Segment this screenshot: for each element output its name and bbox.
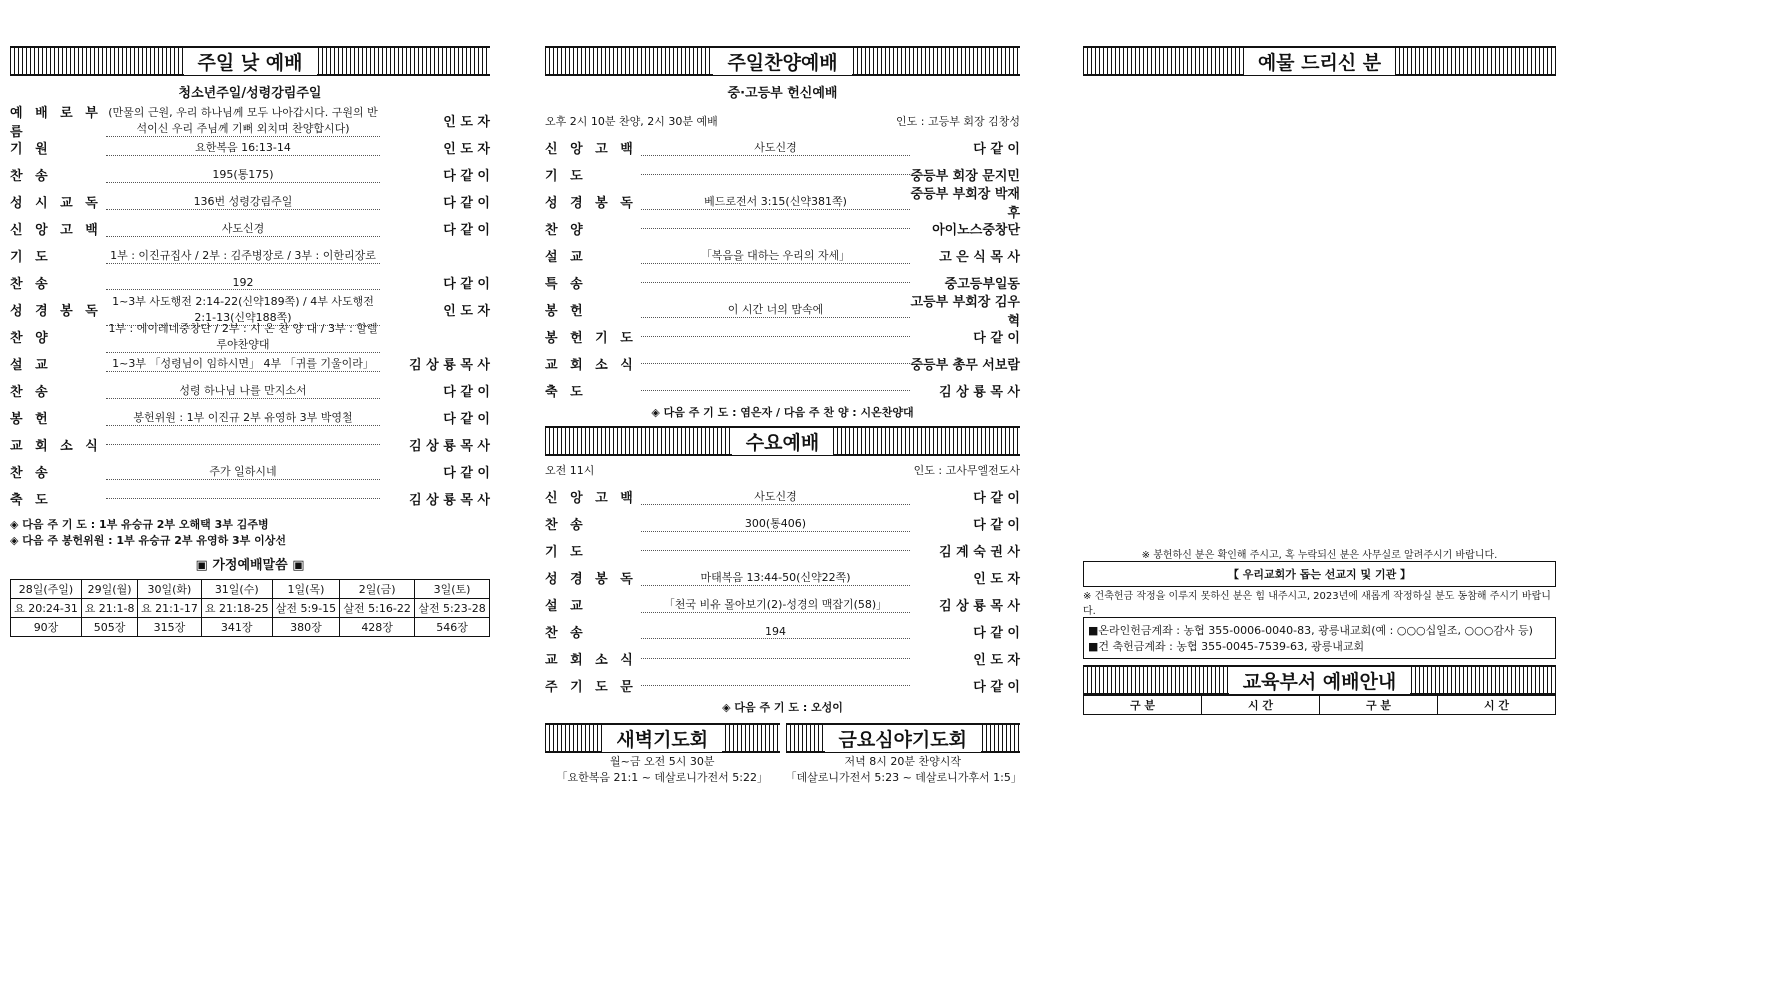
- offering-names-area: [1083, 76, 1556, 546]
- praise-next: ◈ 다음 주 기 도 : 염은자 / 다음 주 찬 양 : 시온찬양대: [651, 406, 914, 419]
- sunday-row: [10, 458, 490, 485]
- praise-row: [545, 294, 1020, 329]
- sunday-row: [10, 242, 490, 269]
- row-leader: 다 같 이: [973, 518, 1020, 533]
- friday-text: 「데살로니가전서 5:23 ~ 데살로니가후서 1:5」: [785, 771, 1022, 784]
- row-label: 찬 송: [545, 518, 587, 533]
- praise-row: [545, 323, 1020, 350]
- family-cell: 380장: [272, 618, 339, 637]
- row-detail: 성령 하나님 나를 만지소서: [106, 382, 380, 399]
- edu-title: 교육부서 예배안내: [1083, 665, 1556, 695]
- family-cell: 요 21:18-25: [201, 599, 272, 618]
- wed-row: [545, 510, 1020, 537]
- wed-row: [545, 645, 1020, 672]
- family-cell: 요 21:1-8: [82, 599, 138, 618]
- family-cell: 28일(주일): [11, 580, 82, 599]
- sunday-row: [10, 431, 490, 458]
- dawn-text: 「요한복음 21:1 ~ 데살로니가전서 5:22」: [556, 771, 768, 784]
- row-detail: 136번 성령강림주일: [106, 193, 380, 210]
- row-detail: 마태복음 13:44-50(신약22쪽): [641, 569, 910, 586]
- family-cell: 546장: [415, 618, 490, 637]
- family-cell: 살전 5:9-15: [272, 599, 339, 618]
- row-leader: 고 은 식 목 사: [939, 250, 1020, 265]
- row-leader: 김 상 룡 목 사: [409, 358, 490, 373]
- sunday-row: [10, 350, 490, 377]
- row-detail: 192: [106, 276, 380, 290]
- row-label: 신 앙 고 백: [545, 491, 637, 506]
- row-label: 축 도: [10, 493, 52, 508]
- wed-row: [545, 591, 1020, 618]
- row-label: 기 원: [10, 142, 52, 157]
- row-detail: [641, 174, 910, 175]
- row-leader: 다 같 이: [443, 277, 490, 292]
- row-leader: 중등부 총무 서보람: [910, 358, 1020, 373]
- family-cell: 341장: [201, 618, 272, 637]
- family-cell: 428장: [340, 618, 415, 637]
- row-detail: [641, 658, 910, 659]
- row-detail: [641, 282, 910, 283]
- row-detail: 「천국 비유 몰아보기(2)-성경의 맥잡기(58)」: [641, 596, 910, 613]
- row-label: 성 경 봉 독: [10, 304, 102, 319]
- row-detail: 1~3부 「성령님이 임하시면」 4부 「귀를 기울이라」: [106, 355, 380, 372]
- edu-header: 시 간: [1438, 696, 1556, 715]
- row-leader: 아이노스중창단: [932, 223, 1020, 238]
- row-detail: [106, 498, 380, 499]
- family-cell: 3일(토): [415, 580, 490, 599]
- account-building: ■건 축헌금계좌 : 농협 355-0045-7539-63, 광릉내교회: [1088, 640, 1365, 653]
- wed-time: 오전 11시: [545, 463, 595, 477]
- sunday-row: [10, 161, 490, 188]
- praise-service-column: [545, 46, 1020, 785]
- row-leader: 다 같 이: [443, 385, 490, 400]
- row-detail: 주가 일하시네: [106, 463, 380, 480]
- wed-row: [545, 483, 1020, 510]
- row-label: 설 교: [10, 358, 52, 373]
- family-cell: 505장: [82, 618, 138, 637]
- wed-title: 수요예배: [545, 426, 1020, 456]
- row-label: 봉 헌: [545, 304, 587, 319]
- dawn-time: 월~금 오전 5시 30분: [610, 755, 715, 768]
- row-detail: 사도신경: [641, 139, 910, 156]
- row-detail: 194: [641, 625, 910, 639]
- row-label: 찬 양: [10, 331, 52, 346]
- sunday-row: [10, 404, 490, 431]
- family-cell: 요 21:1-17: [138, 599, 202, 618]
- wed-row: [545, 672, 1020, 699]
- dawn-title: 새벽기도회: [545, 723, 780, 753]
- row-leader: 인 도 자: [443, 304, 490, 319]
- edu-header: 구 분: [1084, 696, 1202, 715]
- row-detail: 봉헌위원 : 1부 이진규 2부 유영하 3부 박영철: [106, 409, 380, 426]
- family-cell: 90장: [11, 618, 82, 637]
- row-detail: (만물의 근원, 우리 하나님께 모두 나아갑시다. 구원의 반석이신 우리 주님께 기뻐 외치며 찬양합시다): [106, 104, 380, 137]
- row-label: 교 회 소 식: [545, 653, 637, 668]
- row-label: 찬 송: [10, 277, 52, 292]
- row-label: 교 회 소 식: [10, 439, 102, 454]
- row-detail: [641, 228, 910, 229]
- sunday-row: [10, 134, 490, 161]
- sunday-row: [10, 269, 490, 296]
- row-leader: 다 같 이: [443, 169, 490, 184]
- row-leader: 김 상 룡 목 사: [409, 439, 490, 454]
- row-leader: 김 상 룡 목 사: [939, 599, 1020, 614]
- row-label: 교 회 소 식: [545, 358, 637, 373]
- row-leader: 김 상 룡 목 사: [409, 493, 490, 508]
- row-label: 예 배 로 부 름: [10, 105, 102, 140]
- row-detail: [106, 444, 380, 445]
- row-leader: 다 같 이: [443, 223, 490, 238]
- row-leader: 인 도 자: [973, 653, 1020, 668]
- sunday-row: [10, 105, 490, 140]
- row-label: 성 경 봉 독: [545, 196, 637, 211]
- row-detail: 사도신경: [641, 488, 910, 505]
- row-detail: [641, 363, 910, 364]
- row-leader: 인 도 자: [443, 142, 490, 157]
- wed-next: ◈ 다음 주 기 도 : 오성이: [722, 701, 843, 714]
- row-detail: 195(통175): [106, 166, 380, 183]
- row-leader: 김 계 숙 권 사: [939, 545, 1020, 560]
- row-leader: 다 같 이: [973, 142, 1020, 157]
- row-leader: 다 같 이: [443, 196, 490, 211]
- row-detail: 베드로전서 3:15(신약381쪽): [641, 193, 910, 210]
- row-detail: 1부 : 에이레네중창단 / 2부 : 시 온 찬 양 대 / 3부 : 할렐루야찬양대: [106, 320, 380, 353]
- family-cell: 29일(월): [82, 580, 138, 599]
- family-cell: 살전 5:16-22: [340, 599, 415, 618]
- wed-rows: [545, 483, 1020, 699]
- friday-time: 저녁 8시 20분 찬양시작: [844, 755, 961, 768]
- row-label: 축 도: [545, 385, 587, 400]
- wed-row: [545, 537, 1020, 564]
- wed-row: [545, 564, 1020, 591]
- sunday-row: [10, 377, 490, 404]
- row-leader: 다 같 이: [973, 331, 1020, 346]
- family-cell: 315장: [138, 618, 202, 637]
- account-online: ■온라인헌금계좌 : 농협 355-0006-0040-83, 광릉내교회(예 : ○○○십일조, ○○○감사 등): [1088, 624, 1533, 637]
- row-detail: [641, 685, 910, 686]
- family-cell: 2일(금): [340, 580, 415, 599]
- edu-header: 시 간: [1202, 696, 1320, 715]
- row-label: 기 도: [545, 169, 587, 184]
- row-leader: 중고등부일동: [944, 277, 1020, 292]
- wed-lead: 인도 : 고사무엘전도사: [913, 463, 1020, 477]
- offering-title: 예물 드리신 분: [1083, 46, 1556, 76]
- row-label: 성 시 교 독: [10, 196, 102, 211]
- row-leader: 다 같 이: [443, 466, 490, 481]
- row-label: 주 기 도 문: [545, 680, 637, 695]
- row-label: 설 교: [545, 599, 587, 614]
- row-leader: 고등부 부회장 김우혁: [910, 294, 1020, 329]
- row-label: 찬 송: [10, 169, 52, 184]
- row-label: 신 앙 고 백: [10, 223, 102, 238]
- offering-notice: ※ 봉헌하신 분은 확인해 주시고, 혹 누락되신 분은 사무실로 알려주시기 바랍니다.: [1141, 550, 1498, 561]
- row-label: 신 앙 고 백: [545, 142, 637, 157]
- wed-row: [545, 618, 1020, 645]
- row-detail: [641, 336, 910, 337]
- family-cell: 요 20:24-31: [11, 599, 82, 618]
- row-detail: 300(통406): [641, 515, 910, 532]
- edu-header: 구 분: [1320, 696, 1438, 715]
- building-note: ※ 건축헌금 작정을 이루지 못하신 분은 힘 내주시고, 2023년에 새롭게 작정하실 분도 동참해 주시기 바랍니다.: [1083, 591, 1551, 617]
- row-detail: 1~3부 사도행전 2:14-22(신약189쪽) / 4부 사도행전 2:1-13(신약188쪽): [106, 293, 380, 326]
- row-label: 성 경 봉 독: [545, 572, 637, 587]
- row-detail: 요한복음 16:13-14: [106, 139, 380, 156]
- row-label: 기 도: [545, 545, 587, 560]
- praise-time: 오후 2시 10분 찬양, 2시 30분 예배: [545, 114, 718, 128]
- sunday-row: [10, 296, 490, 323]
- row-leader: 다 같 이: [973, 626, 1020, 641]
- row-leader: 중등부 부회장 박재후: [910, 186, 1020, 221]
- praise-row: [545, 377, 1020, 404]
- praise-row: [545, 134, 1020, 161]
- row-detail: [641, 390, 910, 391]
- offering-column: [1083, 46, 1556, 715]
- praise-row: [545, 186, 1020, 221]
- family-cell: 31일(수): [201, 580, 272, 599]
- row-detail: 「복음을 대하는 우리의 자세」: [641, 247, 910, 264]
- row-label: 특 송: [545, 277, 587, 292]
- sunday-row: [10, 485, 490, 512]
- mission-box: 【 우리교회가 돕는 선교지 및 기관 】: [1083, 561, 1556, 587]
- row-label: 찬 송: [10, 466, 52, 481]
- row-leader: 다 같 이: [973, 491, 1020, 506]
- family-cell: 살전 5:23-28: [415, 599, 490, 618]
- row-detail: [641, 550, 910, 551]
- praise-title: 주일찬양예배: [545, 46, 1020, 76]
- sunday-subtitle: 청소년주일/성령강림주일: [178, 86, 322, 101]
- next-prayer: ◈ 다음 주 기 도 : 1부 유승규 2부 오해택 3부 김주병: [10, 518, 269, 531]
- friday-title: 금요심야기도회: [786, 723, 1021, 753]
- accounts-box: [1083, 617, 1556, 659]
- sunday-service-column: [10, 46, 490, 637]
- row-label: 찬 송: [545, 626, 587, 641]
- praise-row: [545, 242, 1020, 269]
- row-label: 봉 헌: [10, 412, 52, 427]
- row-leader: 다 같 이: [973, 680, 1020, 695]
- sunday-service-title: 주일 낮 예배: [10, 46, 490, 76]
- row-detail: 사도신경: [106, 220, 380, 237]
- sunday-rows: [10, 107, 490, 512]
- next-offering: ◈ 다음 주 봉헌위원 : 1부 유승규 2부 유영하 3부 이상선: [10, 534, 287, 547]
- family-title: ▣ 가정예배말씀 ▣: [195, 558, 305, 573]
- row-leader: 김 상 룡 목 사: [939, 385, 1020, 400]
- family-table: [10, 579, 490, 637]
- row-label: 찬 양: [545, 223, 587, 238]
- row-detail: 이 시간 너의 맘속에: [641, 301, 910, 318]
- praise-row: [545, 215, 1020, 242]
- row-leader: 인 도 자: [443, 115, 490, 130]
- row-label: 설 교: [545, 250, 587, 265]
- row-label: 봉 헌 기 도: [545, 331, 637, 346]
- praise-row: [545, 350, 1020, 377]
- sunday-row: [10, 215, 490, 242]
- sunday-row: [10, 323, 490, 350]
- praise-subtitle: 중·고등부 헌신예배: [727, 86, 838, 101]
- sunday-row: [10, 188, 490, 215]
- row-label: 찬 송: [10, 385, 52, 400]
- row-leader: 다 같 이: [443, 412, 490, 427]
- row-leader: 중등부 회장 문지민: [910, 169, 1020, 184]
- row-label: 기 도: [10, 250, 52, 265]
- row-leader: 인 도 자: [973, 572, 1020, 587]
- edu-table: [1083, 695, 1556, 715]
- family-cell: 30일(화): [138, 580, 202, 599]
- family-cell: 1일(목): [272, 580, 339, 599]
- row-detail: 1부 : 이진규집사 / 2부 : 김주병장로 / 3부 : 이한리장로: [106, 247, 380, 264]
- praise-rows: [545, 134, 1020, 404]
- praise-lead: 인도 : 고등부 회장 김창성: [896, 114, 1020, 128]
